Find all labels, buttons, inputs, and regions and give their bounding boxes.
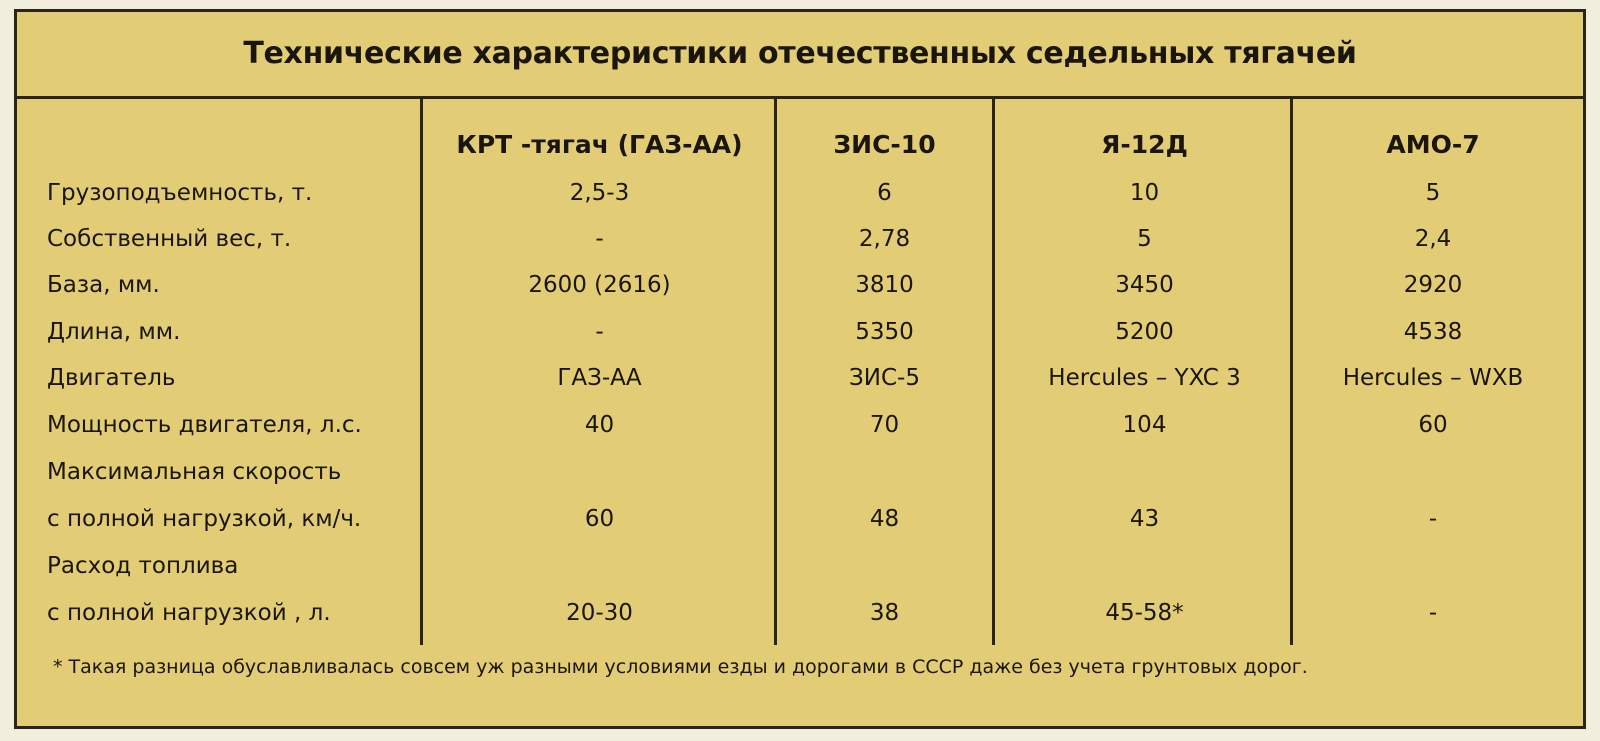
table-cell: 2,5-3	[569, 180, 630, 206]
row-label-line1: Максимальная скорость	[47, 459, 342, 485]
table-cell: -	[1428, 506, 1438, 532]
table-cell: 38	[869, 600, 900, 626]
table-cell: 40	[584, 412, 615, 438]
table-cell: 45-58*	[1105, 600, 1184, 626]
table-cell: 3810	[855, 272, 914, 298]
table-cell: 6	[877, 180, 892, 206]
table-cell: 104	[1122, 412, 1167, 438]
column-divider	[992, 99, 995, 645]
table-cell: -	[595, 319, 604, 345]
table-cell: 60	[1418, 412, 1448, 438]
table-cell: 2,78	[858, 226, 911, 252]
table-cell: 5	[1425, 180, 1441, 206]
row-label: Двигатель	[47, 365, 176, 391]
row-label: с полной нагрузкой , л.	[47, 600, 331, 626]
table-cell: 2920	[1403, 272, 1463, 298]
table-cell: 10	[1129, 180, 1160, 206]
table-cell: 5200	[1115, 319, 1174, 345]
row-label-line1: Расход топлива	[47, 553, 239, 579]
row-label: База, мм.	[47, 272, 160, 298]
table-cell: 2,4	[1414, 226, 1452, 252]
table-cell: 60	[584, 506, 615, 532]
spec-table	[14, 9, 1586, 729]
table-cell: -	[595, 226, 604, 252]
table-cell: 2600 (2616)	[528, 272, 671, 298]
column-divider	[420, 99, 423, 645]
row-label: с полной нагрузкой, км/ч.	[47, 506, 362, 532]
footnote: * Такая разница обуславливалась совсем уж разными условиями езды и дорогами в СССР даже без учета грунтовых дорог.	[53, 656, 1308, 678]
table-cell: 20-30	[566, 600, 633, 626]
row-label: Грузоподъемность, т.	[47, 180, 313, 206]
row-label: Длина, мм.	[47, 319, 181, 345]
column-header-ya12d: Я-12Д	[1101, 130, 1188, 159]
table-cell: 5350	[855, 319, 914, 345]
title-bar	[17, 12, 1583, 99]
table-cell: ЗИС-5	[849, 365, 920, 391]
table-cell: 43	[1129, 506, 1160, 532]
row-label: Мощность двигателя, л.с.	[47, 412, 362, 438]
table-title: Технические характеристики отечественных седельных тягачей	[243, 35, 1357, 71]
table-cell: Hercules – WXB	[1342, 365, 1524, 391]
row-label: Собственный вес, т.	[47, 226, 292, 252]
table-cell: 4538	[1403, 319, 1463, 345]
table-cell: 3450	[1115, 272, 1174, 298]
table-cell: 70	[869, 412, 900, 438]
column-header-zis10: ЗИС-10	[833, 130, 936, 159]
table-cell: 48	[869, 506, 900, 532]
table-cell: ГАЗ-АА	[557, 365, 642, 391]
table-cell: Hercules – YXC 3	[1048, 365, 1241, 391]
table-cell: -	[1428, 600, 1438, 626]
table-cell: 5	[1137, 226, 1152, 252]
column-header-amo7: АМО-7	[1386, 130, 1480, 159]
column-header-krt: КРТ -тягач (ГАЗ-АА)	[456, 130, 743, 159]
